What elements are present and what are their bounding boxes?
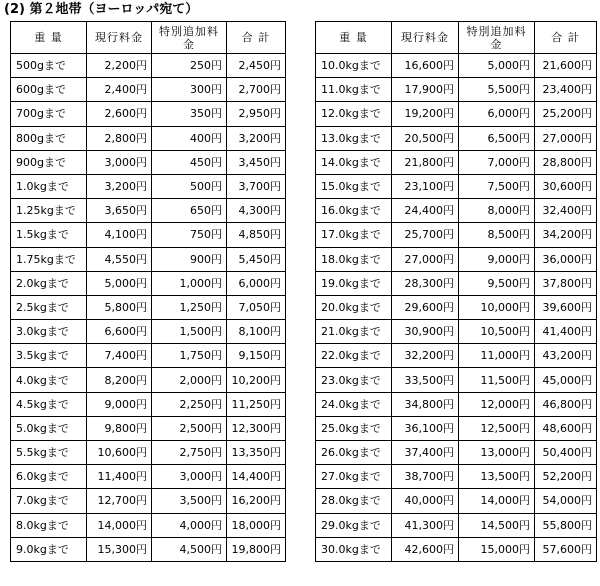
table-row: [316, 295, 597, 319]
total-cell: 12,300円: [227, 416, 286, 440]
total-cell: 43,200円: [535, 344, 597, 368]
weight-cell: 28.0kgまで: [316, 489, 392, 513]
table-row: [316, 271, 597, 295]
current-rate-cell: 34,800円: [392, 392, 459, 416]
current-rate-cell: 3,000円: [87, 150, 152, 174]
weight-cell: 5.5kgまで: [11, 441, 87, 465]
weight-cell: 21.0kgまで: [316, 320, 392, 344]
table-row: [11, 247, 286, 271]
table-row: [11, 223, 286, 247]
total-cell: 21,600円: [535, 54, 597, 78]
additional-fee-cell: 10,500円: [459, 320, 535, 344]
weight-cell: 15.0kgまで: [316, 174, 392, 198]
rate-table-left: [10, 21, 286, 562]
weight-cell: 14.0kgまで: [316, 150, 392, 174]
additional-fee-column-header: [152, 22, 227, 54]
additional-fee-cell: 3,500円: [152, 489, 227, 513]
table-row: [316, 320, 597, 344]
table-row: [11, 392, 286, 416]
table-row: [316, 416, 597, 440]
additional-fee-cell: 300円: [152, 78, 227, 102]
weight-cell: 27.0kgまで: [316, 465, 392, 489]
weight-cell: 1.75kgまで: [11, 247, 87, 271]
total-cell: 2,450円: [227, 54, 286, 78]
weight-cell: 18.0kgまで: [316, 247, 392, 271]
table-row: [316, 489, 597, 513]
total-cell: 3,450円: [227, 150, 286, 174]
current-rate-cell: 19,200円: [392, 102, 459, 126]
current-rate-cell: 40,000円: [392, 489, 459, 513]
table-row: [11, 150, 286, 174]
current-rate-cell: 42,600円: [392, 537, 459, 561]
weight-cell: 3.5kgまで: [11, 344, 87, 368]
total-cell: 41,400円: [535, 320, 597, 344]
table-row: [11, 199, 286, 223]
additional-fee-cell: 8,000円: [459, 199, 535, 223]
table-row: [11, 344, 286, 368]
additional-fee-cell: 12,000円: [459, 392, 535, 416]
table-row: [316, 368, 597, 392]
current-rate-cell: 28,300円: [392, 271, 459, 295]
total-cell: 18,000円: [227, 513, 286, 537]
total-cell: 45,000円: [535, 368, 597, 392]
total-cell: 34,200円: [535, 223, 597, 247]
table-row: [11, 537, 286, 561]
table-row: [11, 54, 286, 78]
weight-cell: 30.0kgまで: [316, 537, 392, 561]
current-rate-cell: 3,200円: [87, 174, 152, 198]
total-cell: 52,200円: [535, 465, 597, 489]
current-rate-cell: 5,000円: [87, 271, 152, 295]
additional-fee-cell: 2,750円: [152, 441, 227, 465]
additional-fee-cell: 14,000円: [459, 489, 535, 513]
total-cell: 30,600円: [535, 174, 597, 198]
total-cell: 46,800円: [535, 392, 597, 416]
weight-cell: 3.0kgまで: [11, 320, 87, 344]
table-row: [316, 441, 597, 465]
weight-cell: 22.0kgまで: [316, 344, 392, 368]
current-rate-cell: 36,100円: [392, 416, 459, 440]
current-rate-cell: 21,800円: [392, 150, 459, 174]
additional-fee-cell: 9,500円: [459, 271, 535, 295]
additional-fee-cell: 450円: [152, 150, 227, 174]
weight-cell: 12.0kgまで: [316, 102, 392, 126]
total-cell: 9,150円: [227, 344, 286, 368]
weight-cell: 4.5kgまで: [11, 392, 87, 416]
total-column-header: 合 計: [535, 22, 597, 54]
weight-cell: 1.5kgまで: [11, 223, 87, 247]
table-row: [316, 54, 597, 78]
total-cell: 48,600円: [535, 416, 597, 440]
table-row: [316, 465, 597, 489]
total-cell: 27,000円: [535, 126, 597, 150]
additional-fee-cell: 650円: [152, 199, 227, 223]
current-rate-cell: 2,200円: [87, 54, 152, 78]
additional-fee-cell: 2,500円: [152, 416, 227, 440]
total-cell: 32,400円: [535, 199, 597, 223]
weight-cell: 4.0kgまで: [11, 368, 87, 392]
table-row: [11, 465, 286, 489]
table-row: [11, 416, 286, 440]
total-cell: 2,700円: [227, 78, 286, 102]
weight-cell: 2.5kgまで: [11, 295, 87, 319]
current-rate-cell: 16,600円: [392, 54, 459, 78]
current-rate-cell: 37,400円: [392, 441, 459, 465]
additional-fee-cell: 4,500円: [152, 537, 227, 561]
current-rate-column-header: 現行料金: [392, 22, 459, 54]
current-rate-cell: 15,300円: [87, 537, 152, 561]
current-rate-cell: 9,800円: [87, 416, 152, 440]
weight-cell: 6.0kgまで: [11, 465, 87, 489]
table-row: [316, 174, 597, 198]
weight-cell: 1.0kgまで: [11, 174, 87, 198]
weight-cell: 7.0kgまで: [11, 489, 87, 513]
total-cell: 19,800円: [227, 537, 286, 561]
current-rate-cell: 2,400円: [87, 78, 152, 102]
table-row: [316, 102, 597, 126]
table-row: [316, 513, 597, 537]
weight-cell: 25.0kgまで: [316, 416, 392, 440]
current-rate-cell: 17,900円: [392, 78, 459, 102]
additional-fee-cell: 6,000円: [459, 102, 535, 126]
additional-fee-cell: 1,000円: [152, 271, 227, 295]
total-cell: 14,400円: [227, 465, 286, 489]
table-row: [316, 344, 597, 368]
additional-fee-column-header: [459, 22, 535, 54]
additional-fee-cell: 4,000円: [152, 513, 227, 537]
section-heading: (2) 第２地帯（ヨーロッパ宛て）: [4, 2, 199, 17]
rate-table-right: [315, 21, 597, 562]
additional-fee-cell: 1,250円: [152, 295, 227, 319]
weight-cell: 9.0kgまで: [11, 537, 87, 561]
weight-cell: 500gまで: [11, 54, 87, 78]
additional-fee-cell: 9,000円: [459, 247, 535, 271]
additional-fee-cell: 750円: [152, 223, 227, 247]
total-cell: 6,000円: [227, 271, 286, 295]
total-cell: 10,200円: [227, 368, 286, 392]
additional-fee-cell: 350円: [152, 102, 227, 126]
table-header-row: [316, 22, 597, 54]
total-cell: 5,450円: [227, 247, 286, 271]
current-rate-cell: 41,300円: [392, 513, 459, 537]
total-cell: 57,600円: [535, 537, 597, 561]
table-row: [316, 78, 597, 102]
additional-fee-cell: 12,500円: [459, 416, 535, 440]
additional-fee-cell: 8,500円: [459, 223, 535, 247]
additional-fee-cell: 15,000円: [459, 537, 535, 561]
additional-fee-cell: 1,750円: [152, 344, 227, 368]
weight-cell: 29.0kgまで: [316, 513, 392, 537]
current-rate-cell: 20,500円: [392, 126, 459, 150]
current-rate-cell: 10,600円: [87, 441, 152, 465]
current-rate-cell: 5,800円: [87, 295, 152, 319]
total-cell: 36,000円: [535, 247, 597, 271]
total-cell: 11,250円: [227, 392, 286, 416]
weight-cell: 26.0kgまで: [316, 441, 392, 465]
current-rate-cell: 2,800円: [87, 126, 152, 150]
weight-cell: 20.0kgまで: [316, 295, 392, 319]
table-row: [316, 537, 597, 561]
weight-cell: 1.25kgまで: [11, 199, 87, 223]
current-rate-cell: 32,200円: [392, 344, 459, 368]
total-cell: 39,600円: [535, 295, 597, 319]
current-rate-cell: 14,000円: [87, 513, 152, 537]
weight-cell: 13.0kgまで: [316, 126, 392, 150]
current-rate-cell: 27,000円: [392, 247, 459, 271]
table-row: [316, 150, 597, 174]
current-rate-cell: 24,400円: [392, 199, 459, 223]
table-row: [11, 441, 286, 465]
current-rate-cell: 4,550円: [87, 247, 152, 271]
current-rate-cell: 8,200円: [87, 368, 152, 392]
weight-cell: 800gまで: [11, 126, 87, 150]
additional-fee-cell: 14,500円: [459, 513, 535, 537]
current-rate-cell: 2,600円: [87, 102, 152, 126]
weight-cell: 700gまで: [11, 102, 87, 126]
current-rate-column-header: 現行料金: [87, 22, 152, 54]
table-row: [316, 223, 597, 247]
additional-fee-cell: 1,500円: [152, 320, 227, 344]
total-cell: 50,400円: [535, 441, 597, 465]
additional-fee-cell: 7,500円: [459, 174, 535, 198]
current-rate-cell: 9,000円: [87, 392, 152, 416]
table-row: [11, 320, 286, 344]
total-cell: 8,100円: [227, 320, 286, 344]
weight-cell: 23.0kgまで: [316, 368, 392, 392]
weight-column-header: 重 量: [11, 22, 87, 54]
weight-cell: 11.0kgまで: [316, 78, 392, 102]
table-row: [316, 247, 597, 271]
additional-fee-cell: 400円: [152, 126, 227, 150]
total-cell: 28,800円: [535, 150, 597, 174]
weight-column-header: 重 量: [316, 22, 392, 54]
current-rate-cell: 29,600円: [392, 295, 459, 319]
total-cell: 3,700円: [227, 174, 286, 198]
current-rate-cell: 25,700円: [392, 223, 459, 247]
additional-fee-cell: 2,000円: [152, 368, 227, 392]
additional-fee-cell: 2,250円: [152, 392, 227, 416]
total-cell: 4,300円: [227, 199, 286, 223]
table-row: [11, 126, 286, 150]
table-row: [11, 513, 286, 537]
table-row: [316, 392, 597, 416]
current-rate-cell: 38,700円: [392, 465, 459, 489]
total-cell: 54,000円: [535, 489, 597, 513]
additional-fee-cell: 3,000円: [152, 465, 227, 489]
current-rate-cell: 33,500円: [392, 368, 459, 392]
weight-cell: 8.0kgまで: [11, 513, 87, 537]
total-cell: 2,950円: [227, 102, 286, 126]
current-rate-cell: 6,600円: [87, 320, 152, 344]
table-header-row: [11, 22, 286, 54]
additional-fee-header-label: 特別追加料金: [159, 24, 219, 51]
weight-cell: 900gまで: [11, 150, 87, 174]
rate-table-left-body: [11, 54, 286, 562]
current-rate-cell: 12,700円: [87, 489, 152, 513]
weight-cell: 16.0kgまで: [316, 199, 392, 223]
additional-fee-cell: 500円: [152, 174, 227, 198]
total-cell: 4,850円: [227, 223, 286, 247]
total-cell: 13,350円: [227, 441, 286, 465]
weight-cell: 17.0kgまで: [316, 223, 392, 247]
table-row: [11, 489, 286, 513]
total-column-header: 合 計: [227, 22, 286, 54]
current-rate-cell: 3,650円: [87, 199, 152, 223]
total-cell: 37,800円: [535, 271, 597, 295]
current-rate-cell: 4,100円: [87, 223, 152, 247]
current-rate-cell: 7,400円: [87, 344, 152, 368]
additional-fee-cell: 10,000円: [459, 295, 535, 319]
total-cell: 16,200円: [227, 489, 286, 513]
table-row: [11, 102, 286, 126]
table-row: [11, 271, 286, 295]
weight-cell: 24.0kgまで: [316, 392, 392, 416]
additional-fee-cell: 900円: [152, 247, 227, 271]
additional-fee-cell: 7,000円: [459, 150, 535, 174]
table-row: [316, 126, 597, 150]
total-cell: 3,200円: [227, 126, 286, 150]
table-row: [11, 295, 286, 319]
current-rate-cell: 23,100円: [392, 174, 459, 198]
total-cell: 7,050円: [227, 295, 286, 319]
additional-fee-cell: 13,500円: [459, 465, 535, 489]
table-row: [11, 174, 286, 198]
current-rate-cell: 11,400円: [87, 465, 152, 489]
table-row: [11, 78, 286, 102]
table-row: [11, 368, 286, 392]
additional-fee-cell: 6,500円: [459, 126, 535, 150]
rate-table-right-body: [316, 54, 597, 562]
weight-cell: 5.0kgまで: [11, 416, 87, 440]
total-cell: 23,400円: [535, 78, 597, 102]
weight-cell: 19.0kgまで: [316, 271, 392, 295]
additional-fee-cell: 5,500円: [459, 78, 535, 102]
additional-fee-cell: 250円: [152, 54, 227, 78]
additional-fee-cell: 11,500円: [459, 368, 535, 392]
weight-cell: 600gまで: [11, 78, 87, 102]
table-row: [316, 199, 597, 223]
total-cell: 25,200円: [535, 102, 597, 126]
additional-fee-cell: 5,000円: [459, 54, 535, 78]
additional-fee-cell: 13,000円: [459, 441, 535, 465]
total-cell: 55,800円: [535, 513, 597, 537]
additional-fee-cell: 11,000円: [459, 344, 535, 368]
current-rate-cell: 30,900円: [392, 320, 459, 344]
weight-cell: 2.0kgまで: [11, 271, 87, 295]
additional-fee-header-label: 特別追加料金: [466, 24, 527, 51]
weight-cell: 10.0kgまで: [316, 54, 392, 78]
